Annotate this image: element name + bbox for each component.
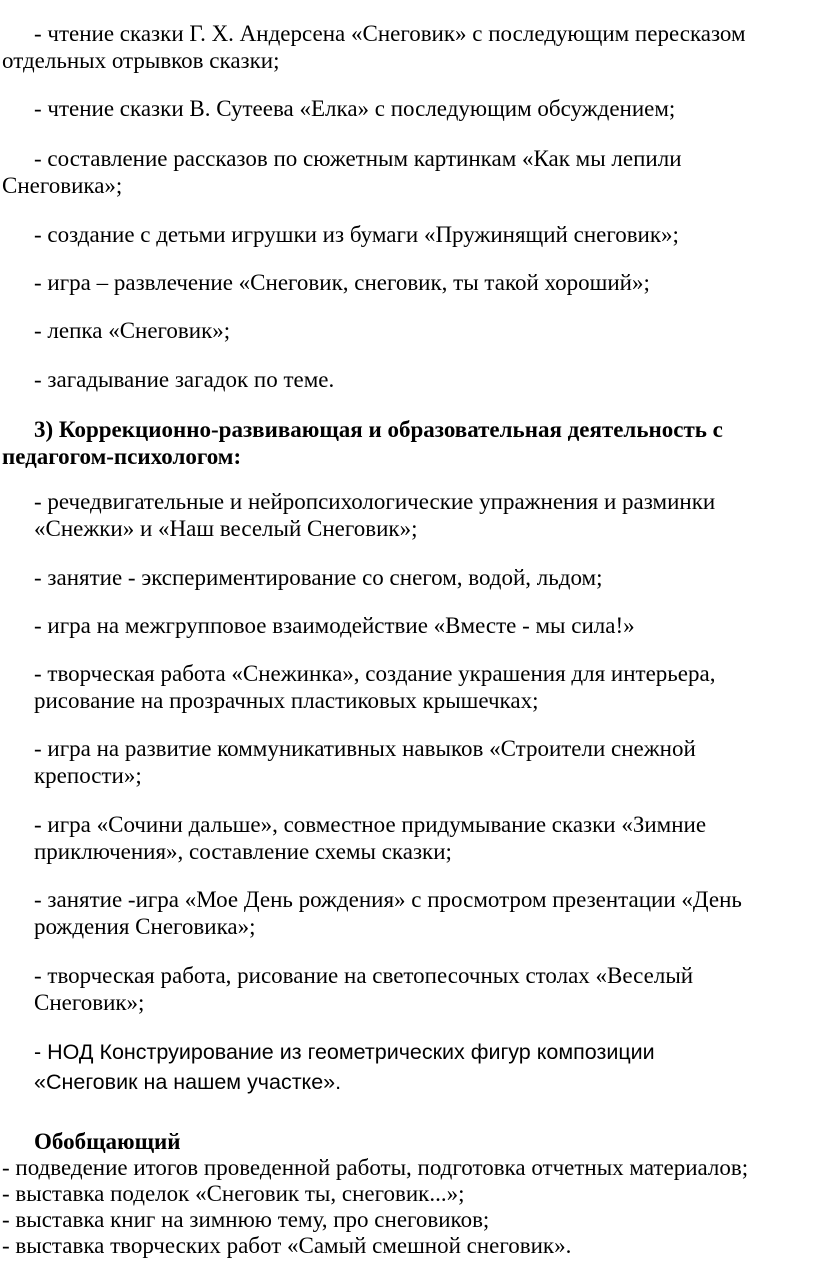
- psychologist-item: - творческая работа, рисование на светопесочных столах «Веселый Снеговик»;: [34, 963, 694, 1015]
- activity-item: [2, 221, 812, 248]
- psychologist-item: - игра «Сочини дальше», совместное придумывание сказки «Зимние приключения», составление схемы сказки;: [34, 812, 707, 864]
- psychologist-item: - творческая работа «Снежинка», создание украшения для интерьера, рисование на прозрачных пластиковых крышечках;: [34, 661, 716, 713]
- psychologist-item: - занятие - экспериментирование со снегом, водой, льдом;: [34, 565, 603, 590]
- activity-line: - создание с детьми игрушки из бумаги «Пружинящий снеговик»;: [34, 222, 679, 247]
- activity-line: - чтение сказки Г. Х. Андерсена «Снеговик» с последующим пересказом: [34, 21, 746, 46]
- activity-line: отдельных отрывков сказки;: [2, 48, 280, 73]
- psychologist-item: - речедвигательные и нейропсихологические упражнения и разминки «Снежки» и «Наш веселый Снеговик»;: [34, 489, 716, 541]
- final-item: - выставка творческих работ «Самый смешной снеговик».: [2, 1233, 572, 1258]
- activity-item: [2, 269, 812, 296]
- activity-line: - лепка «Снеговик»;: [34, 318, 231, 343]
- activity-line: Снеговика»;: [2, 173, 123, 198]
- activity-item: [2, 20, 812, 74]
- psychologist-item: - НОД Конструирование из геометрических фигур композиции «Снеговик на нашем участке».: [34, 1040, 655, 1094]
- activity-line: - составление рассказов по сюжетным картинкам «Как мы лепили: [34, 146, 682, 171]
- activity-item: [2, 366, 812, 393]
- activity-line: - чтение сказки В. Сутеева «Елка» с последующим обсуждением;: [34, 96, 676, 121]
- final-item: - выставка книг на зимнюю тему, про снеговиков;: [2, 1207, 490, 1232]
- psychologist-item: - игра на межгрупповое взаимодействие «Вместе - мы сила!»: [34, 613, 635, 638]
- final-item: - выставка поделок «Снеговик ты, снеговик...»;: [2, 1181, 465, 1206]
- activity-item: [2, 145, 812, 199]
- psychologist-item: - игра на развитие коммуникативных навыков «Строители снежной крепости»;: [34, 736, 696, 788]
- final-heading: Обобщающий: [34, 1129, 181, 1154]
- activity-item: [2, 95, 812, 122]
- section-heading: 3) Коррекционно-развивающая и образовательная деятельность с педагогом-психологом:: [2, 417, 723, 469]
- activity-line: - игра – развлечение «Снеговик, снеговик, ты такой хороший»;: [34, 270, 650, 295]
- activity-line: - загадывание загадок по теме.: [34, 367, 335, 392]
- psychologist-item: - занятие -игра «Мое День рождения» с просмотром презентации «День рождения Снеговика»;: [34, 887, 742, 939]
- final-list: [2, 1155, 812, 1259]
- activity-item: [2, 317, 812, 344]
- final-item: - подведение итогов проведенной работы, подготовка отчетных материалов;: [2, 1155, 749, 1180]
